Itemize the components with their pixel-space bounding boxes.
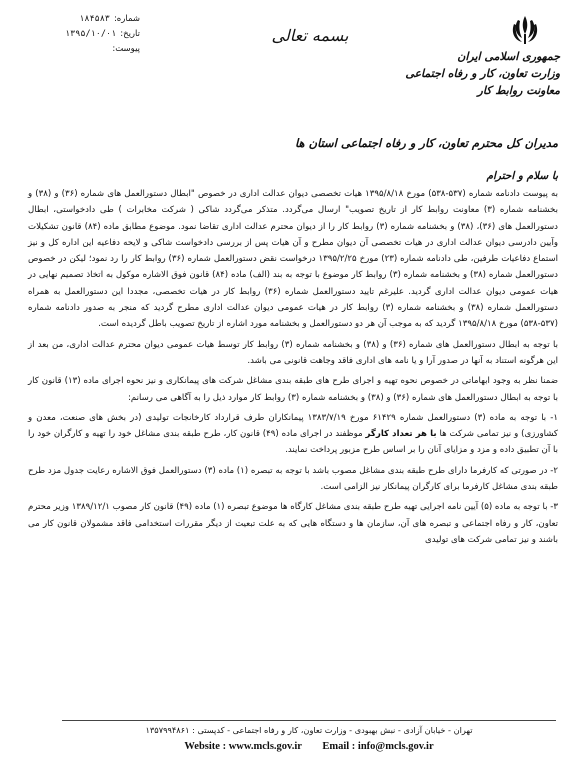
footer-divider xyxy=(62,720,556,721)
body-item-1 xyxy=(28,410,558,459)
org-line-3: معاونت روابط کار xyxy=(477,84,560,97)
letter-number-value: ۱۸۴۵۸۳ xyxy=(79,14,110,24)
reference-block xyxy=(20,12,140,57)
body-paragraph-1: به پیوست دادنامه شماره (۵۳۷-۵۳۸) مورخ ۱۳۹۵/۸/۱۸ هیات تخصصی دیوان عدالت اداری در خصوص "ابطال دستورالعمل های شماره (۳۶) و (۳۸) و بخشنامه شماره (۳) معاونت روابط کار از تاریخ تصویب" ارسال می‌گردد. متذکر می‌گردد شاکی ( شرکت مخابرات ) طی دادخواستی، ابطال دستورالعمل های (۳۶)، (۳۸) و بخشنامه شماره (۳) روابط کار را از دیوان محترم عدالت اداری تقاضا نمود. موضوع مطابق ماده (۸۴) قانون تشکیلات وآیین دادرسی دیوان عدالت اداری در هیات تخصصی آن دیوان مطرح و آن هیات پس از بررسی دادخواست شاکی و لایحه دفاعیه این اداره کل و نیز استماع دفاعیات طرفین، طی دادنامه شماره (۲۳) مورخ ۱۳۹۵/۲/۲۵ درخواست نقض دستورالعمل شماره (۳۶) روابط کار را رد نمود؛ لیکن در خصوص دستورالعمل شماره (۳۸) و بخشنامه شماره (۳) روابط کار موضوع با توجه به بند (الف) ماده (۸۴) قانون فوق الاشاره موکول به اتخاذ تصمیم نهایی در هیات عمومی دیوان عدالت اداری گردید. علیرغم تایید دستورالعمل شماره (۳۶) روابط کار در هیات تخصصی، مجددا این دستورالعمل به همراه دستورالعمل شماره (۳۸) و بخشنامه شماره (۳) روابط کار در هیات عمومی دیوان عدالت اداری مطرح گردید که منجر به صدور دادنامه شماره (۵۳۷-۵۳۸) مورخ ۱۳۹۵/۸/۱۸ گردید که به موجب آن هر دو دستورالعمل و بخشنامه مورد اشاره از تاریخ تصویب باطل گردیده است. xyxy=(28,189,559,330)
letter-attachment-label: پیوست: xyxy=(112,44,140,54)
basmala-heading: بسمه تعالی xyxy=(271,26,349,45)
letter-attachment xyxy=(20,42,140,57)
footer-website: Website : www.mcls.gov.ir xyxy=(184,741,302,752)
body-item-2: ۲- در صورتی که کارفرما دارای طرح طبقه بندی مشاغل مصوب باشد با توجه به تبصره (۱) ماده (۳) دستورالعمل فوق الاشاره رعایت جدول مزد طرح طبقه بندی مشاغل کارفرما برای کارگران پیمانکار نیز الزامی است. xyxy=(28,465,558,493)
org-line-2: وزارت تعاون، کار و رفاه اجتماعی xyxy=(405,67,560,80)
letter-number xyxy=(20,12,140,27)
letter-salutation: با سلام و احترام xyxy=(486,170,558,182)
letter-date xyxy=(20,27,140,42)
letter-body xyxy=(28,186,558,552)
footer-contact xyxy=(62,741,556,752)
item-1-text-end: موظفند در اجرای ماده (۴۹) قانون کار، طرح طبقه بندی مشاغل خود را تهیه و کارگران خود را با آن تطبیق داده و مزد و مزایای آنان را بر اساس طرح مزبور پرداخت نمایند. xyxy=(28,429,558,456)
letter-number-label: شماره: xyxy=(113,14,140,24)
letter-date-value: ۱۳۹۵/۱۰/۰۱ xyxy=(65,29,117,39)
body-paragraph-3: ضمنا نظر به وجود ابهاماتی در خصوص نحوه تهیه و اجرای طرح های طبقه بندی مشاغل شرکت های پیمانکاری و نیز نحوه اجرای ماده (۱۳) قانون کار با توجه به ابطال دستورالعمل های شماره (۳۶) و (۳۸) و بخشنامه شماره (۳) روابط کار موارد ذیل را به آگاهی می رسانم: xyxy=(28,376,559,403)
body-paragraph-2: با توجه به ابطال دستورالعمل های شماره (۳۶) و (۳۸) و بخشنامه شماره (۳) روابط کار توسط هیات عمومی دیوان محترم عدالت اداری، من بعد از این هرگونه استناد به آنها در صدور آرا و یا نامه های اداری فاقد وجاهت قانونی می باشد. xyxy=(28,339,559,366)
footer-email: Email : info@mcls.gov.ir xyxy=(322,741,434,752)
letter-recipient: مدیران کل محترم تعاون، کار و رفاه اجتماعی استان ها xyxy=(295,136,558,150)
item-1-emphasis: با هر تعداد کارگر xyxy=(365,429,437,440)
item-1-text-start: ۱- با توجه به ماده (۳) دستورالعمل شماره ۶۱۴۲۹ مورخ ۱۳۸۳/۷/۱۹ پیمانکاران طرف قرارداد کارخانجات تولیدی (در بخش های صنعت، معدن و کشاورزی) و نیز تمامی شرکت ها xyxy=(28,412,558,440)
body-item-3: ۳- با توجه به ماده (۵) آیین نامه اجرایی تهیه طرح طبقه بندی مشاغل کارگاه ها موضوع تبصره (۱) ماده (۴۹) قانون کار مصوب ۱۳۸۹/۱۲/۱ وزیر محترم تعاون، کار و رفاه اجتماعی و تبصره های آن، سازمان ها و دستگاه هایی که به علت تبعیت از دیگر مقررات استخدامی فاقد مشمولان قانون کار می باشند و نیز تمامی شرکت های تولیدی xyxy=(28,502,558,545)
org-line-1: جمهوری اسلامی ایران xyxy=(457,50,560,63)
letter-date-label: تاریخ: xyxy=(120,29,140,39)
iran-emblem-icon xyxy=(510,14,540,46)
ministry-name xyxy=(360,48,560,99)
footer-address: تهران - خیابان آزادی - نبش بهبودی - وزارت تعاون، کار و رفاه اجتماعی - کدپستی : ۱۳۵۷۹۹۴۸۶۱ xyxy=(145,725,473,735)
